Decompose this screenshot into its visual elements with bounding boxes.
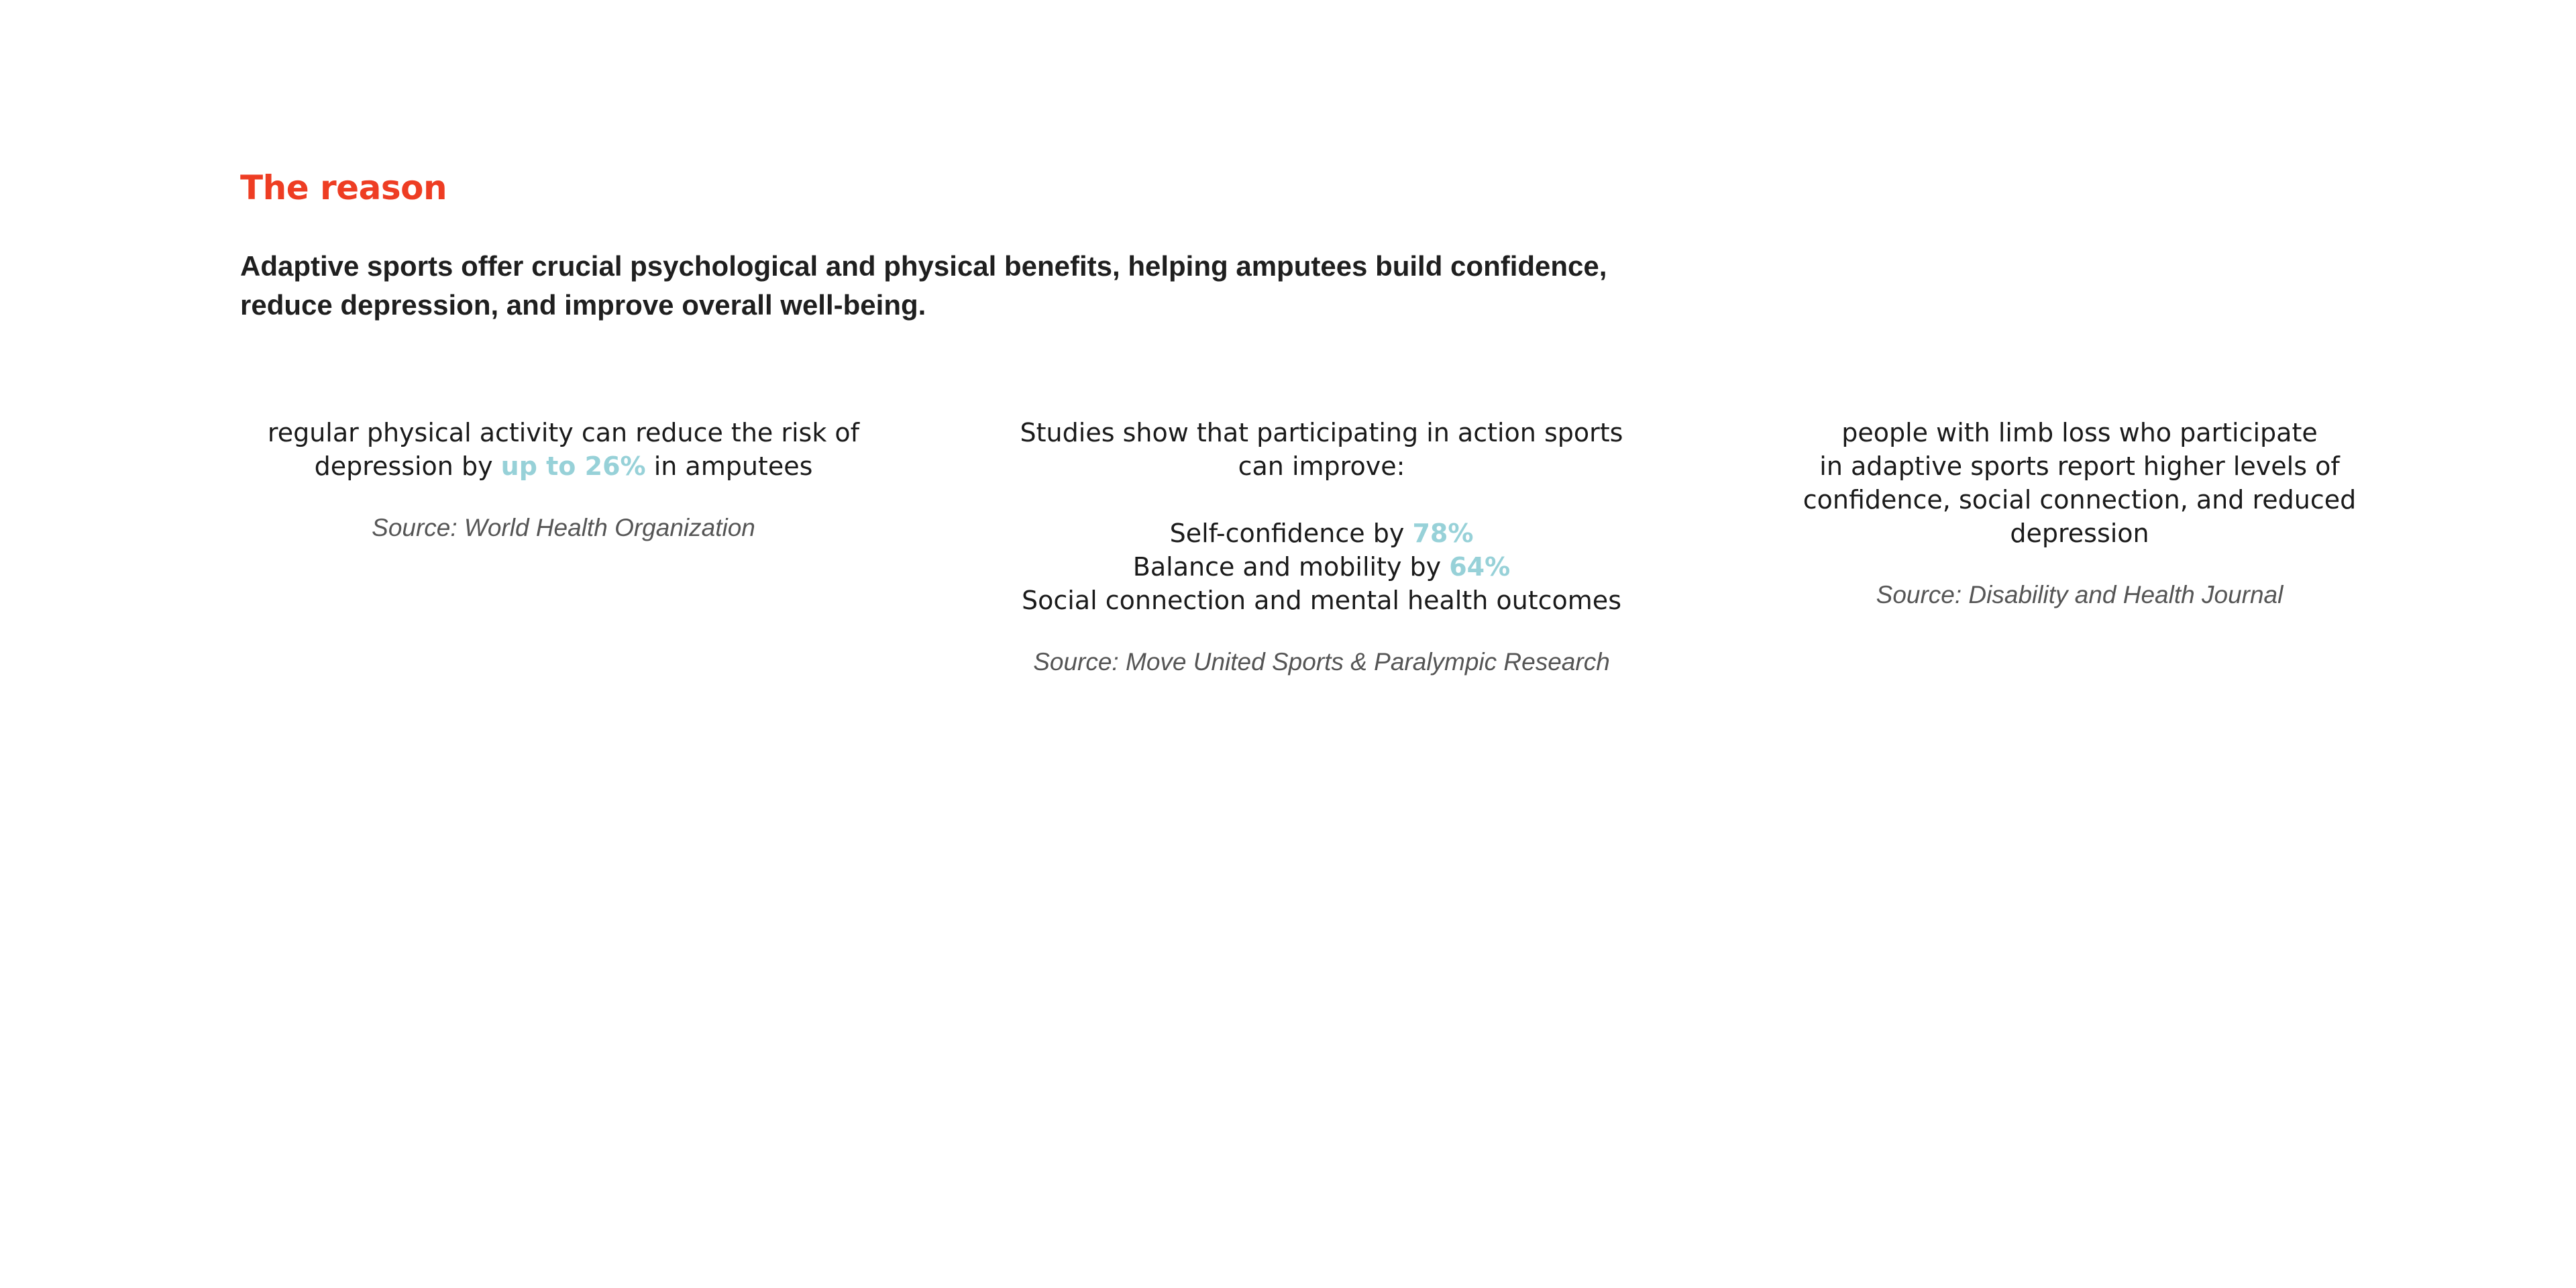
stat-list-item (986, 550, 1657, 584)
stat-line: can improve: (1238, 451, 1405, 481)
stat-text-segment: in amputees (645, 451, 813, 481)
stat-highlight: 64% (1449, 552, 1511, 582)
stat-list-item: Social connection and mental health outcomes (1021, 586, 1621, 615)
intro-line: reduce depression, and improve overall well-being. (240, 289, 926, 321)
source-citation: Source: Move United Sports & Paralympic Research (1033, 648, 1610, 676)
stat-text (986, 416, 1657, 483)
stat-line: confidence, social connection, and reduced (1803, 485, 2357, 515)
stat-line: people with limb loss who participate (1841, 418, 2318, 447)
intro-paragraph (240, 247, 1649, 325)
section-title: The reason (240, 168, 447, 207)
stat-text-segment: depression by (314, 451, 501, 481)
stat-line: Studies show that participating in action sports (1020, 418, 1623, 447)
spacer (986, 483, 1657, 517)
source-citation: Source: Disability and Health Journal (1876, 581, 2284, 608)
stat-line: in adaptive sports report higher levels of (1819, 451, 2340, 481)
stat-line: depression (2010, 519, 2149, 548)
source-citation: Source: World Health Organization (372, 514, 755, 541)
stat-text (1744, 416, 2415, 550)
stat-highlight: up to 26% (500, 451, 646, 481)
stat-line: regular physical activity can reduce the risk of (267, 418, 860, 447)
stat-line (228, 449, 899, 483)
stat-column-limb-loss (1744, 416, 2415, 612)
intro-line: Adaptive sports offer crucial psychological and physical benefits, helping amputees build confidence, (240, 250, 1607, 282)
stat-text (228, 416, 899, 483)
stat-column-action-sports (986, 416, 1657, 679)
stat-list-item (986, 517, 1657, 550)
stat-highlight: 78% (1412, 519, 1474, 548)
stat-column-depression (228, 416, 899, 545)
stat-list (986, 517, 1657, 617)
stat-text-segment: Self-confidence by (1169, 519, 1413, 548)
stat-text-segment: Balance and mobility by (1132, 552, 1450, 582)
